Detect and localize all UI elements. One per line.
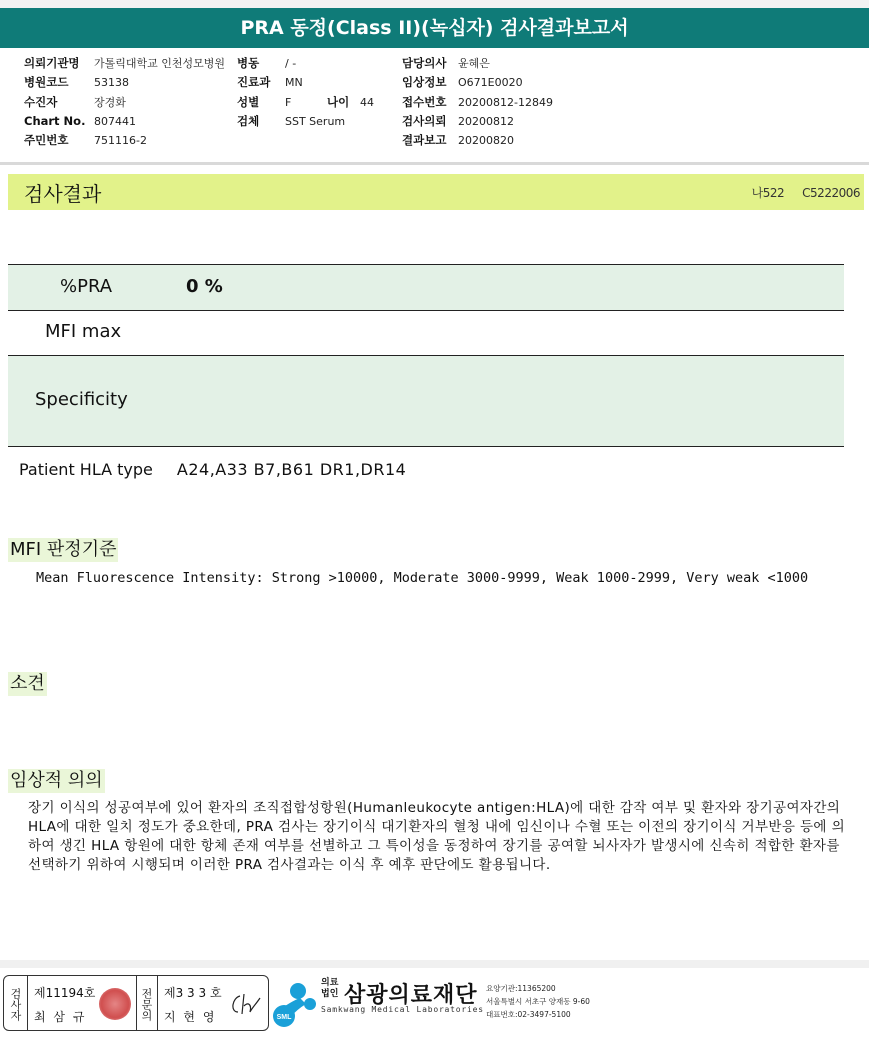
results-section-title: 검사결과 [24, 182, 102, 206]
info-value: 20200812 [458, 114, 514, 128]
specificity-label: Specificity [35, 389, 128, 410]
info-value: 장경화 [94, 95, 126, 109]
logo-prefix-line2: 법인 [321, 989, 339, 999]
examiner-label-cell [4, 976, 28, 1030]
mfi-criteria-text: Mean Fluorescence Intensity: Strong >10000, Moderate 3000-9999, Weak 1000-2999, Very weak <1000 [36, 570, 809, 586]
specialist-name: 지 현 영 [164, 1010, 217, 1024]
ward-value: / - [285, 57, 297, 70]
pra-label: %PRA [60, 276, 113, 297]
hla-label: Patient HLA type [19, 460, 153, 479]
patient-hla-type [19, 460, 406, 479]
opinion-heading: 소견 [10, 673, 45, 694]
logo-badge-text: SML [276, 1014, 292, 1021]
org-name: 삼광의료재단 [344, 983, 478, 1008]
pra-row [8, 264, 844, 310]
info-value: 20200812-12849 [458, 95, 553, 109]
signature-box [3, 975, 269, 1031]
info-value: 53138 [94, 76, 129, 90]
hla-value: A24,A33 B7,B61 DR1,DR14 [176, 460, 407, 479]
info-value: 751116-2 [94, 134, 147, 148]
org-address: 서울특별시 서초구 양재동 9-60 [486, 997, 590, 1006]
specificity-row [8, 355, 844, 447]
info-label: 주민번호 [24, 133, 69, 148]
logo-prefix [321, 978, 338, 1000]
sex-label: 성별 [237, 94, 260, 109]
examiner-label: 검사자 [9, 987, 22, 1021]
specialist-label: 전문의 [140, 987, 153, 1021]
results-section-bar [8, 174, 864, 210]
test-codes [734, 184, 860, 201]
patient-info-left [24, 54, 264, 150]
info-label: 병원코드 [24, 75, 69, 90]
sex-value: F [285, 95, 292, 109]
org-name-english: Samkwang Medical Laboratories [321, 1005, 484, 1014]
org-code: 요양기관:11365200 [486, 984, 556, 993]
info-label: 담당의사 [402, 56, 447, 70]
org-info [486, 982, 590, 1021]
info-value: 807441 [94, 114, 136, 128]
top-strip [0, 0, 869, 8]
ward-label: 병동 [237, 56, 260, 70]
test-code-1: 나522 [751, 186, 785, 200]
mfi-max-row [8, 310, 844, 355]
clinical-heading: 임상적 의의 [10, 770, 103, 791]
clinical-text: 장기 이식의 성공여부에 있어 환자의 조직접합성항원(Humanleukocyte antigen:HLA)에 대한 감작 여부 및 환자와 장기공여자간의 HLA에 대한 일치 정도가 중요한데, PRA 검사는 장기이식 대기환자의 혈청 내에 임신이나 수혈 또는 이전의 장기이식 거부반응 등에 의하여 생긴 HLA 항원에 대한 항체 존재 여부를 선별하고 그 특이성을 동정하여 장기를 공여할 뇌사자가 발생시에 신속히 적합한 환자를 선택하기 위하여 시행되며 이러한 PRA 검사결과는 이식 후 예후 판단에도 활용됩니다. [28, 800, 846, 873]
specimen-value: SST Serum [285, 114, 346, 128]
specimen-label: 검체 [237, 113, 260, 128]
signature-icon [226, 990, 266, 1018]
info-label: 접수번호 [402, 94, 447, 109]
pra-value: 0 % [186, 276, 223, 297]
age-label: 나이 [327, 94, 350, 109]
age-value: 44 [360, 95, 374, 109]
specialist-license: 제3 3 3 호 [164, 986, 222, 1000]
info-label: Chart No. [24, 113, 86, 128]
patient-info-right [402, 54, 652, 150]
footer-divider [0, 960, 869, 968]
mfi-max-label: MFI max [45, 321, 122, 342]
examiner-license: 제11194호 [34, 986, 96, 1000]
info-value: 가톨릭대학교 인천성모병원 [94, 57, 226, 70]
info-value: 20200820 [458, 134, 514, 148]
info-label: 의뢰기관명 [24, 56, 80, 70]
dept-label: 진료과 [237, 75, 271, 90]
org-phone: 대표번호:02-3497-5100 [486, 1010, 571, 1019]
results-table [8, 264, 844, 447]
logo-prefix-line1: 의료 [321, 978, 339, 988]
patient-info-middle [237, 54, 407, 131]
info-label: 결과보고 [402, 133, 447, 148]
examiner-seal-icon [99, 988, 131, 1020]
info-value: 윤혜은 [458, 57, 490, 70]
sml-logo-icon [272, 978, 320, 1028]
info-value: O671E0020 [458, 76, 523, 90]
specialist-label-cell [136, 976, 158, 1030]
info-label: 검사의뢰 [402, 113, 447, 128]
info-label: 임상정보 [402, 75, 447, 90]
dept-value: MN [285, 76, 303, 90]
test-code-2: C5222006 [802, 186, 860, 200]
info-label: 수진자 [24, 94, 58, 109]
examiner-name: 최 삼 규 [34, 1010, 87, 1024]
report-title: PRA 동정(Class II)(녹십자) 검사결과보고서 [0, 8, 869, 48]
mfi-criteria-heading: MFI 판정기준 [10, 539, 117, 560]
header-divider [0, 162, 869, 165]
